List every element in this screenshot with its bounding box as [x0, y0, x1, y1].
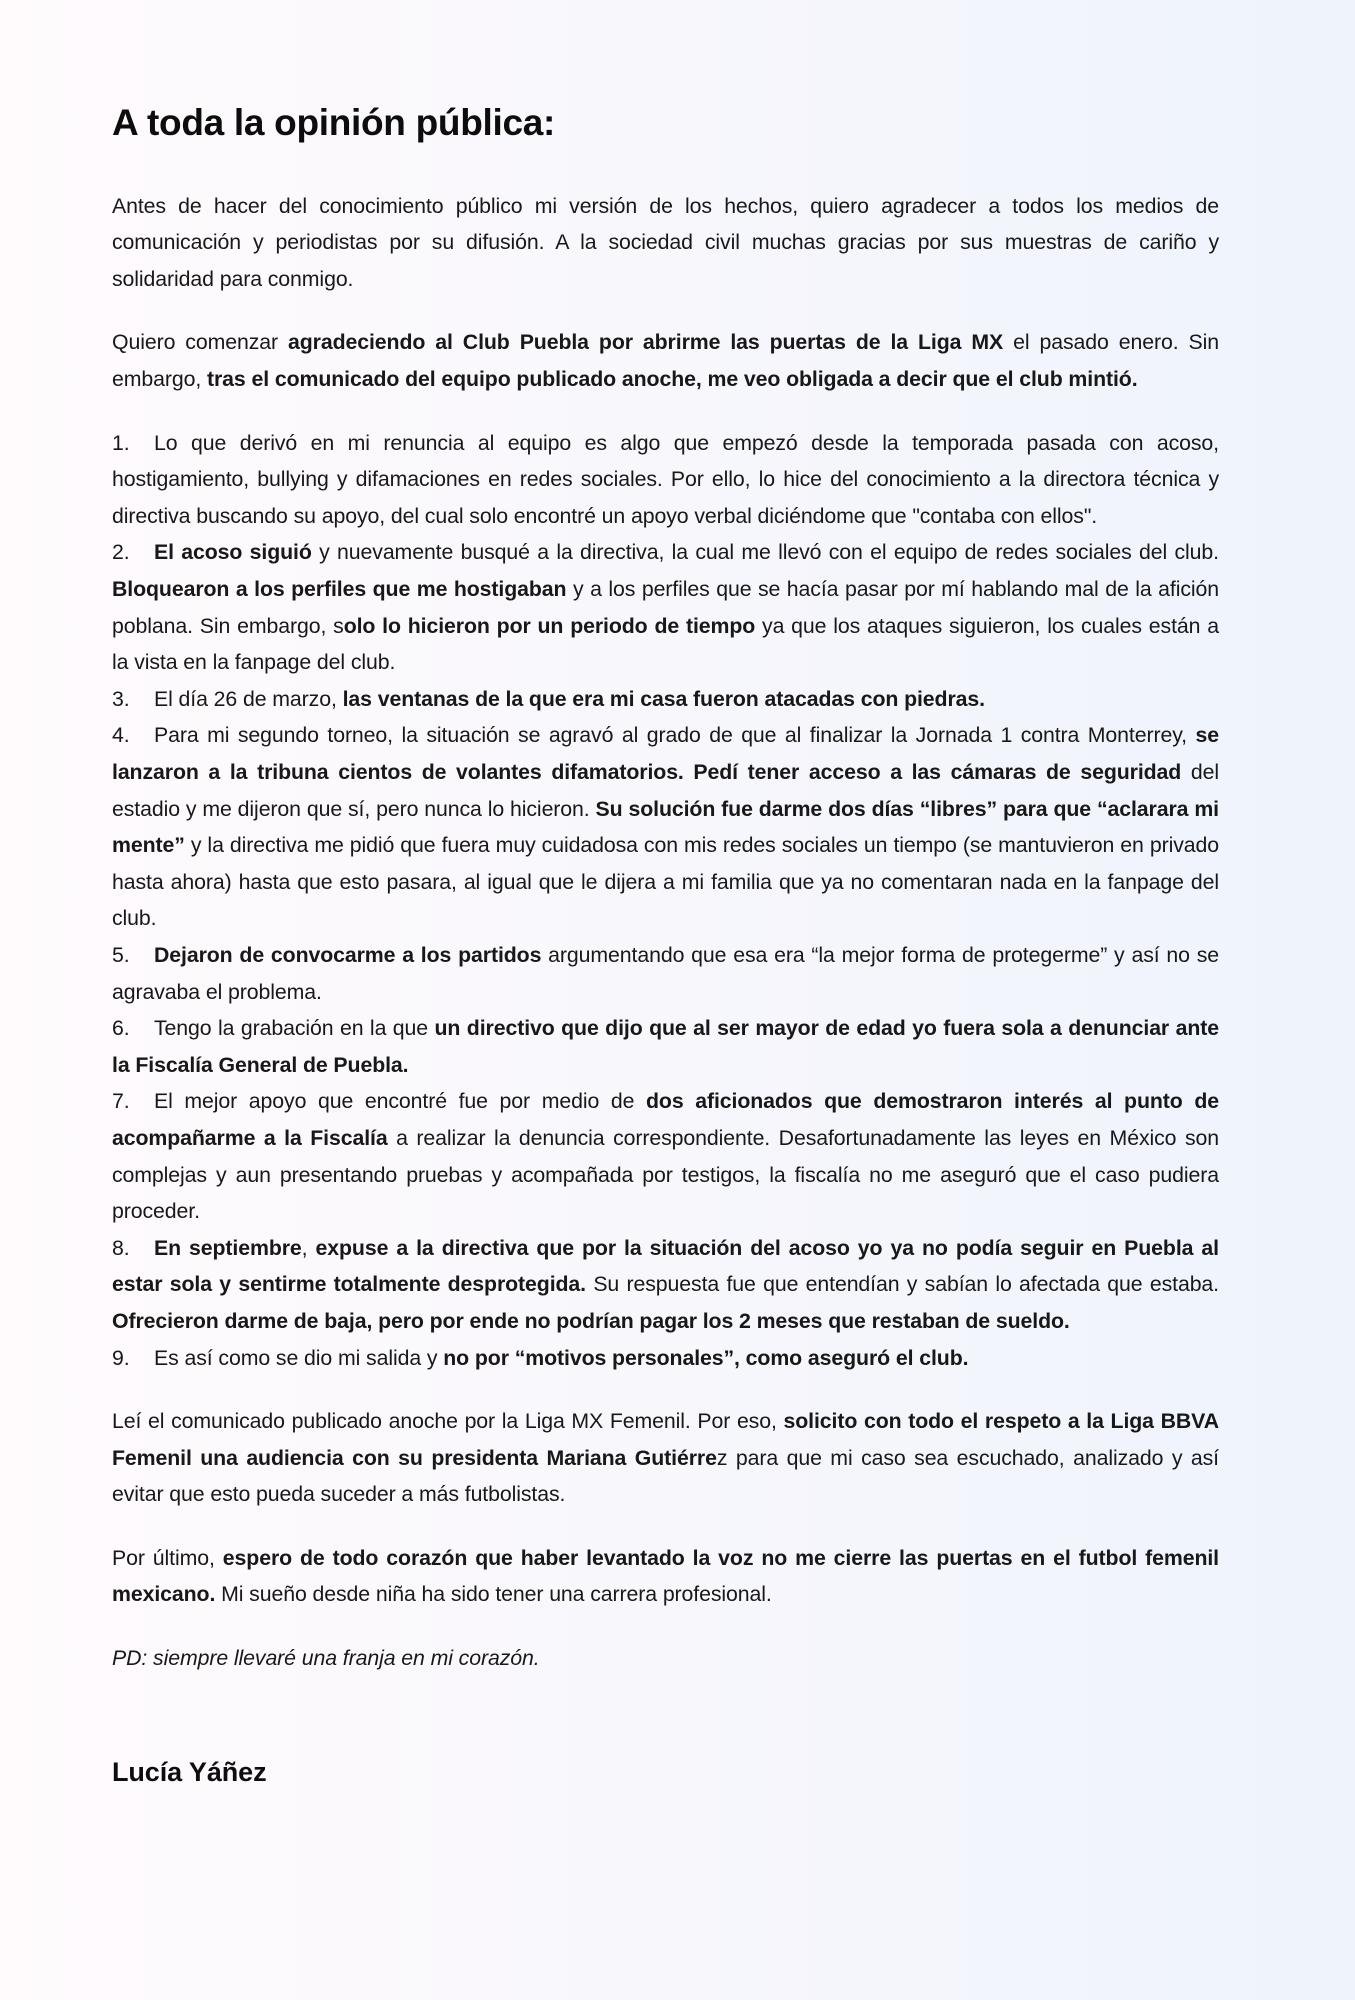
text-run: del estadio y me dijeron que sí, pero nunca lo hicieron. — [112, 760, 1219, 821]
text-run: Su respuesta fue que entendían y sabían lo afectada que estaba. — [586, 1272, 1219, 1297]
text-run: solicito con todo el respeto a la Liga BBVA Femenil una audiencia con su presidenta Mariana Gutiérre — [112, 1409, 1219, 1470]
item-number: 2. — [112, 540, 130, 565]
text-run: se lanzaron a la tribuna cientos de volantes difamatorios. Pedí tener acceso a las cámaras de seguridad — [112, 723, 1219, 784]
list-item — [112, 425, 1219, 535]
paragraph — [112, 1540, 1219, 1613]
text-run: y a los perfiles que se hacía pasar por mí hablando mal de la afición poblana. Sin embargo, s — [112, 577, 1220, 638]
text-run: z para que mi caso sea escuchado, analizado y así evitar que esto pueda suceder a más futbolistas. — [112, 1445, 1219, 1507]
text-run: agradeciendo al Club Puebla por abrirme las puertas de la Liga MX — [288, 330, 1004, 355]
item-number: 4. — [112, 723, 130, 748]
paragraph — [112, 188, 1219, 298]
list-item — [112, 1010, 1219, 1083]
text-run: Bloquearon a los perfiles que me hostigaban — [112, 577, 567, 602]
text-run: Leí el comunicado publicado anoche por la Liga MX Femenil. Por eso, — [112, 1409, 784, 1434]
paragraph — [112, 324, 1219, 397]
list-item — [112, 717, 1219, 937]
text-run: Quiero comenzar — [112, 330, 288, 355]
text-run: espero de todo corazón que haber levantado la voz no me cierre las puertas en el futbol femenil mexicano. — [112, 1545, 1219, 1607]
text-run: Lo que derivó en mi renuncia al equipo es algo que empezó desde la temporada pasada con acoso, hostigamiento, bullying y difamaciones en redes sociales. Por ello, lo hice del conocimiento a la directora técnica y directiva buscando su apoyo, del cual solo encontré un apoyo verbal diciéndome que "contaba con ellos". — [112, 430, 1219, 528]
text-run: Tengo la grabación en la que — [154, 1016, 435, 1041]
text-run: Por último, — [112, 1545, 223, 1570]
text-run: El acoso siguió — [154, 540, 312, 565]
item-number: 9. — [112, 1345, 130, 1370]
closing-section — [112, 1403, 1219, 1613]
list-item — [112, 1340, 1219, 1377]
text-run: tras el comunicado del equipo publicado anoche, me veo obligada a decir que el club mintió. — [207, 367, 1138, 392]
numbered-list — [112, 425, 1219, 1376]
text-run: no por “motivos personales”, como aseguró el club. — [443, 1345, 969, 1370]
list-item — [112, 681, 1219, 718]
list-item — [112, 937, 1219, 1010]
list-item — [112, 1083, 1219, 1229]
signature: Lucía Yáñez — [112, 1756, 267, 1787]
text-run: el pasado enero. Sin embargo, — [112, 330, 1219, 392]
text-run: expuse a la directiva que por la situación del acoso yo ya no podía seguir en Puebla al estar sola y sentirme totalmente desprotegida. — [112, 1235, 1219, 1297]
text-run: El mejor apoyo que encontré fue por medio de — [154, 1089, 646, 1114]
item-number: 3. — [112, 686, 130, 711]
text-run: Para mi segundo torneo, la situación se agravó al grado de que al finalizar la Jornada 1 contra Monterrey, — [154, 723, 1196, 748]
text-run: Ofrecieron darme de baja, pero por ende no podrían pagar los 2 meses que restaban de sueldo. — [112, 1308, 1070, 1333]
text-run: las ventanas de la que era mi casa fueron atacadas con piedras. — [342, 686, 985, 711]
text-run: argumentando que esa era “la mejor forma de protegerme” y así no se agravaba el problema. — [112, 942, 1220, 1004]
text-run: Antes de hacer del conocimiento público mi versión de los hechos, quiero agradecer a todos los medios de comunicación y periodistas por su difusión. A la sociedad civil muchas gracias por sus muestras de cariño y solidaridad para conmigo. — [112, 193, 1219, 291]
item-number: 5. — [112, 942, 130, 967]
text-run: : siempre llevaré una franja en mi corazón. — [141, 1646, 540, 1671]
text-run: Mi sueño desde niña ha sido tener una carrera profesional. — [215, 1582, 772, 1607]
text-run: El día 26 de marzo, — [154, 686, 343, 711]
page-title: A toda la opinión pública: — [112, 102, 556, 143]
text-run: olo lo hicieron por un periodo de tiempo — [343, 613, 756, 638]
item-number: 7. — [112, 1089, 130, 1114]
text-run: Dejaron de convocarme a los partidos — [154, 942, 542, 967]
list-item — [112, 534, 1219, 680]
text-run: Su solución fue darme dos días “libres” para que “aclarara mi mente” — [112, 796, 1219, 858]
text-run: Es así como se dio mi salida y — [154, 1345, 444, 1370]
paragraph — [112, 1403, 1219, 1513]
text-run: dos aficionados que demostraron interés al punto de acompañarme a la Fiscalía — [112, 1089, 1219, 1150]
text-run: y nuevamente busqué a la directiva, la cual me llevó con el equipo de redes sociales del club. — [311, 540, 1219, 565]
text-run: En septiembre — [154, 1235, 302, 1260]
item-number: 1. — [112, 430, 130, 455]
text-run: , — [301, 1235, 316, 1260]
text-run: ya que los ataques siguieron, los cuales están a la vista en la fanpage del club. — [112, 613, 1219, 675]
text-run: un directivo que dijo que al ser mayor de edad yo fuera sola a denunciar ante la Fiscalía General de Puebla. — [112, 1016, 1219, 1077]
text-run: y la directiva me pidió que fuera muy cuidadosa con mis redes sociales un tiempo (se mantuvieron en privado hasta ahora) hasta que esto pasara, al igual que le dijera a mi familia que ya no comentaran nada en la fanpage del club. — [112, 833, 1219, 931]
text-run: a realizar la denuncia correspondiente. Desafortunadamente las leyes en México son complejas y aun presentando pruebas y acompañada por testigos, la fiscalía no me aseguró que el caso pudiera proceder. — [112, 1125, 1219, 1224]
text-run: PD — [112, 1646, 142, 1671]
item-number: 6. — [112, 1016, 130, 1041]
postscript — [112, 1640, 1219, 1677]
intro-section — [112, 188, 1219, 398]
list-item — [112, 1230, 1219, 1340]
item-number: 8. — [112, 1235, 130, 1260]
